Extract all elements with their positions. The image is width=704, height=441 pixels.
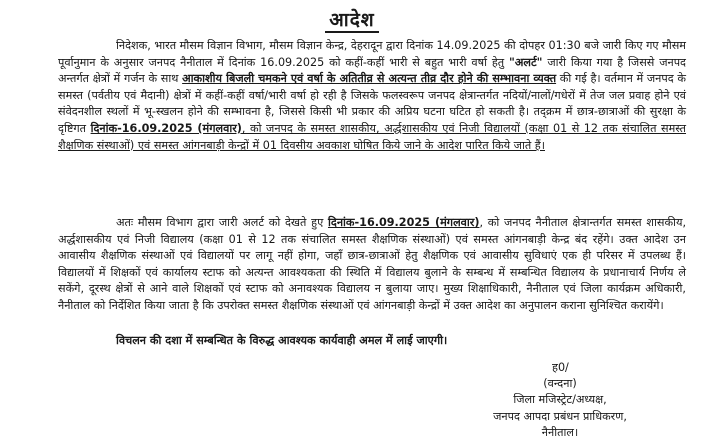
paragraph-closure-order [58, 215, 686, 315]
holiday-date-1: दिनांक-16.09.2025 (मंगलवार) [90, 121, 242, 135]
para1-text-3: जारी किया गया है जिससे जनपद अन्तर्गत क्षेत्रों में गर्जन के साथ [58, 55, 686, 86]
para1-text-5: की गई है। वर्तमान में जनपद के समस्त (पर्वतीय एवं मैदानी) क्षेत्रों में कहीं-कहीं वर्षा/भारी वर्षा हो रही है जिसके फलस्वरूप जनपद क्षेत्रान्तर्गत नदियों/नालों/गधेरों में तेज जल प्रवाह होने एवं संवेदनशील स्थलों में भू-स्खलन होने की सम्भावना है, जिससे किसी भी प्रकार की अप्रिय घटना घटित हो सकती है। तद्क्रम में छात्र-छात्राओं की सुरक्षा के दृष्टिगत [58, 72, 686, 135]
alert-word: "अलर्ट" [509, 55, 543, 69]
designation-line-2: जनपद आपदा प्रबंधन प्राधिकरण, [493, 409, 627, 423]
signed-mark: ह0/ [552, 361, 569, 374]
signature-block [440, 360, 680, 441]
paragraph-weather-alert [58, 38, 686, 154]
para2-text-3: , को जनपद नैनीताल क्षेत्रान्तर्गत समस्त शासकीय, अर्द्धशासकीय एवं निजी विद्यालय (कक्षा 01 से 12 तक संचालित समस्त शैक्षणिक संस्थाओं) एवं समस्त आंगनबाड़ी केन्द्र बंद रहेंगे। उक्त आदेश उन आवासीय शैक्षणिक संस्थाओं एवं विद्यालयों पर लागू नहीं होगा, जहाँ छात्र-छात्राओं हेतु शैक्षणिक एवं आवासीय सुविधाएं एक ही परिसर में उपलब्ध हैं। विद्यालयों में शिक्षकों एवं कार्यालय स्टाफ को अत्यन्त आवश्यकता की स्थिति में विद्यालय बुलाने के सम्बन्ध में सम्बन्धित विद्यालय के प्रधानाचार्य निर्णय ले सकेंगे, दूरस्थ क्षेत्रों से आने वाले शिक्षकों एवं स्टाफ को अनावश्यक विद्यालय न बुलाया जाए। मुख्य शिक्षाधिकारी, नैनीताल एवं जिला कार्यक्रम अधिकारी, नैनीताल को निर्देशित किया जाता है कि उपरोक्त समस्त शैक्षणिक संस्थाओं एवं आंगनबाड़ी केन्द्रों में उक्त आदेश का अनुपालन कराना सुनिश्चित करायेंगे। [58, 216, 687, 312]
paragraph-deviation-warning: विचलन की दशा में सम्बन्धित के विरुद्ध आवश्यक कार्यवाही अमल में लाई जाएगी। [116, 334, 448, 347]
para2-text-1: अतः मौसम विभाग द्वारा जारी अलर्ट को देखते हुए [116, 216, 328, 229]
para1-text-1: निदेशक, भारत मौसम विज्ञान विभाग, मौसम विज्ञान केन्द्र, देहरादून द्वारा दिनांक 14.09.2025 की दोपहर 01:30 बजे जारी किए गए मौसम पूर्वानुमान के अनुसार जनपद नैनीताल में दिनांक 16.09.2025 को कहीं-कहीं भारी से बहुत भारी वर्षा हेतु [58, 39, 686, 69]
signatory-name: (वन्दना) [543, 377, 577, 391]
designation-line-1: जिला मजिस्ट्रेट/अध्यक्ष, [513, 393, 607, 407]
holiday-order-text: , को जनपद के समस्त शासकीय, अर्द्धशासकीय एवं निजी विद्यालयों (कक्षा 01 से 12 तक संचालित समस्त शैक्षणिक संस्थाओं) एवं समस्त आंगनबाड़ी केन्द्रों में 01 दिवसीय अवकाश घोषित किये जाने के आदेश पारित किये जाते हैं। [58, 121, 687, 152]
designation-line-3: नैनीताल। [541, 425, 579, 439]
order-title-text: आदेश [325, 9, 378, 33]
order-title [0, 6, 704, 32]
holiday-date-2: दिनांक-16.09.2025 (मंगलवार) [327, 216, 480, 229]
lightning-warning-text: आकाशीय बिजली चमकने एवं वर्षा के अतितीव्र से अत्यन्त तीव्र दौर होने की सम्भावना व्यक्त [182, 72, 557, 86]
